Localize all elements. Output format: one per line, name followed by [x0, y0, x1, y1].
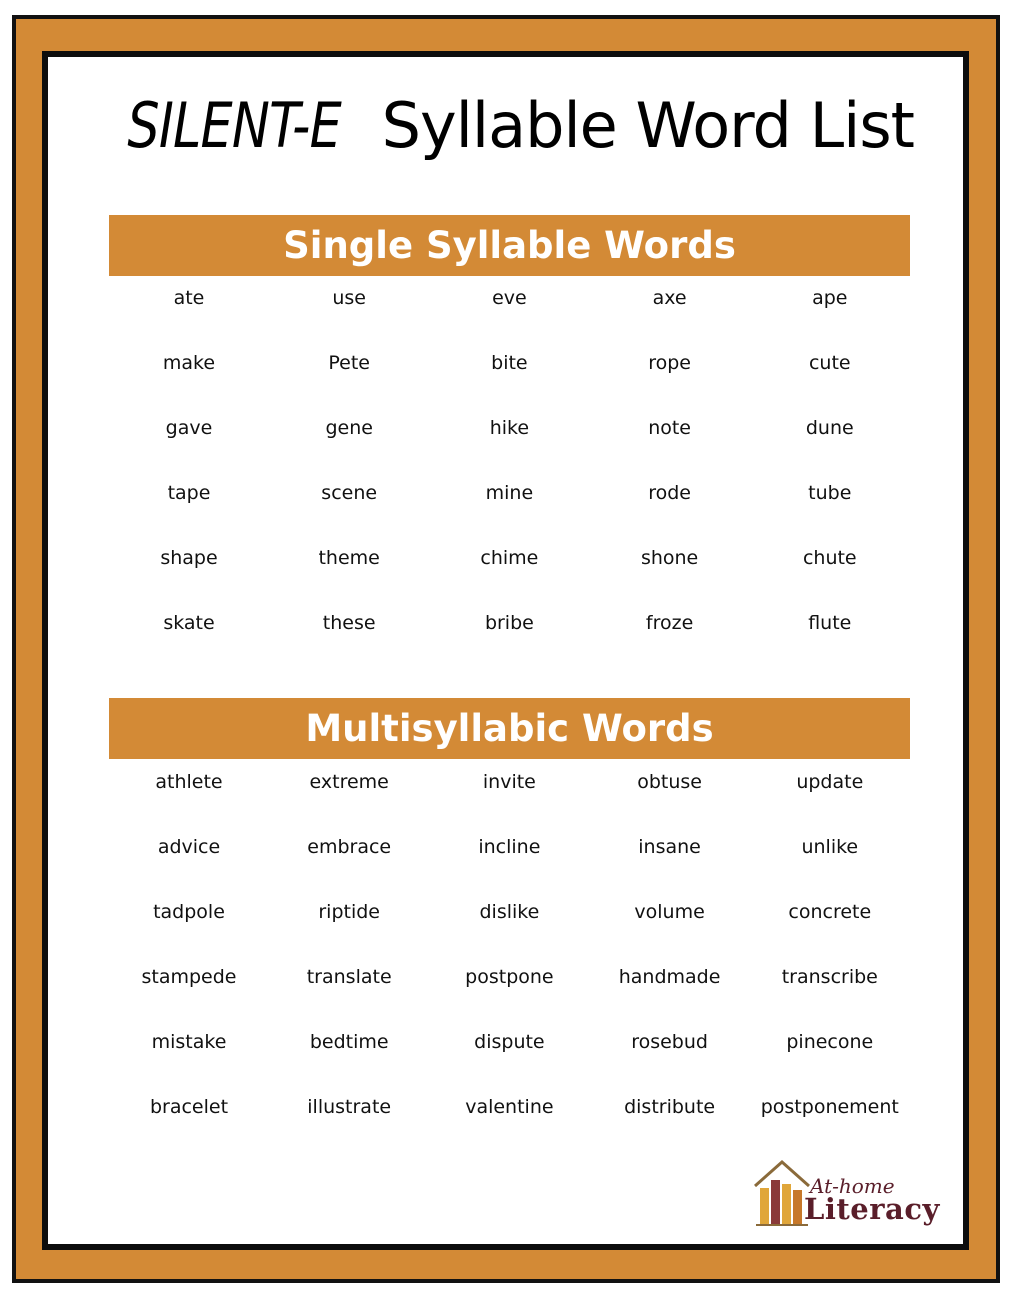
word-row — [109, 348, 910, 378]
word-cell: tape — [167, 482, 211, 504]
word-cell: distribute — [624, 1096, 716, 1118]
word-cell: concrete — [788, 901, 872, 923]
word-cell: unlike — [801, 836, 859, 858]
page-title — [0, 88, 1018, 165]
word-cell: ate — [173, 287, 205, 309]
word-cell: volume — [634, 901, 705, 923]
word-cell: advice — [157, 836, 221, 858]
word-row — [109, 767, 910, 797]
word-cell: handmade — [618, 966, 721, 988]
word-cell: riptide — [318, 901, 380, 923]
word-cell: postponement — [760, 1096, 899, 1118]
word-cell: athlete — [155, 771, 223, 793]
word-cell: note — [648, 417, 691, 439]
word-cell: Pete — [328, 352, 370, 374]
word-row — [109, 543, 910, 573]
logo-script: At-home — [810, 1174, 895, 1198]
word-cell: axe — [652, 287, 687, 309]
word-cell: tube — [808, 482, 852, 504]
word-row — [109, 283, 910, 313]
word-cell: scene — [321, 482, 378, 504]
word-cell: dune — [805, 417, 854, 439]
title-rest: Syllable Word List — [381, 89, 914, 162]
word-cell: bite — [491, 352, 528, 374]
word-cell: shape — [160, 547, 218, 569]
word-cell: dispute — [474, 1031, 545, 1053]
word-cell: mine — [485, 482, 534, 504]
word-row — [109, 608, 910, 638]
word-cell: skate — [163, 612, 215, 634]
word-row — [109, 897, 910, 927]
word-cell: insane — [638, 836, 701, 858]
word-cell: rosebud — [631, 1031, 708, 1053]
word-cell: pinecone — [786, 1031, 874, 1053]
word-cell: translate — [306, 966, 392, 988]
word-cell: hike — [489, 417, 530, 439]
word-cell: chime — [480, 547, 539, 569]
word-cell: these — [322, 612, 376, 634]
section-header-multi: Multisyllabic Words — [109, 698, 910, 759]
word-cell: theme — [318, 547, 380, 569]
word-cell: update — [796, 771, 864, 793]
word-cell: tadpole — [153, 901, 225, 923]
word-cell: gene — [325, 417, 373, 439]
house-books-icon — [752, 1158, 812, 1230]
word-cell: postpone — [465, 966, 554, 988]
word-row — [109, 478, 910, 508]
word-cell: dislike — [479, 901, 540, 923]
word-cell: shone — [640, 547, 699, 569]
word-cell: rope — [648, 352, 691, 374]
word-row — [109, 1092, 910, 1122]
word-cell: flute — [808, 612, 852, 634]
word-cell: cute — [808, 352, 851, 374]
word-cell: use — [332, 287, 366, 309]
word-cell: rode — [648, 482, 691, 504]
title-accent: SILENT-E — [127, 89, 341, 162]
word-row — [109, 962, 910, 992]
word-cell: gave — [165, 417, 213, 439]
word-cell: mistake — [151, 1031, 227, 1053]
word-cell: ape — [812, 287, 848, 309]
word-cell: chute — [802, 547, 857, 569]
logo-wordmark: Literacy — [804, 1192, 940, 1226]
word-cell: make — [162, 352, 216, 374]
word-row — [109, 413, 910, 443]
word-cell: obtuse — [637, 771, 702, 793]
word-cell: bracelet — [149, 1096, 229, 1118]
word-cell: froze — [645, 612, 694, 634]
brand-logo — [752, 1158, 942, 1230]
word-cell: stampede — [141, 966, 237, 988]
word-cell: incline — [478, 836, 541, 858]
word-row — [109, 1027, 910, 1057]
word-cell: transcribe — [781, 966, 878, 988]
word-row — [109, 832, 910, 862]
word-cell: eve — [492, 287, 527, 309]
word-cell: valentine — [465, 1096, 554, 1118]
section-header-single: Single Syllable Words — [109, 215, 910, 276]
word-cell: illustrate — [307, 1096, 392, 1118]
word-cell: invite — [482, 771, 536, 793]
word-cell: bedtime — [309, 1031, 389, 1053]
word-cell: bribe — [484, 612, 534, 634]
word-cell: embrace — [307, 836, 392, 858]
word-cell: extreme — [309, 771, 389, 793]
